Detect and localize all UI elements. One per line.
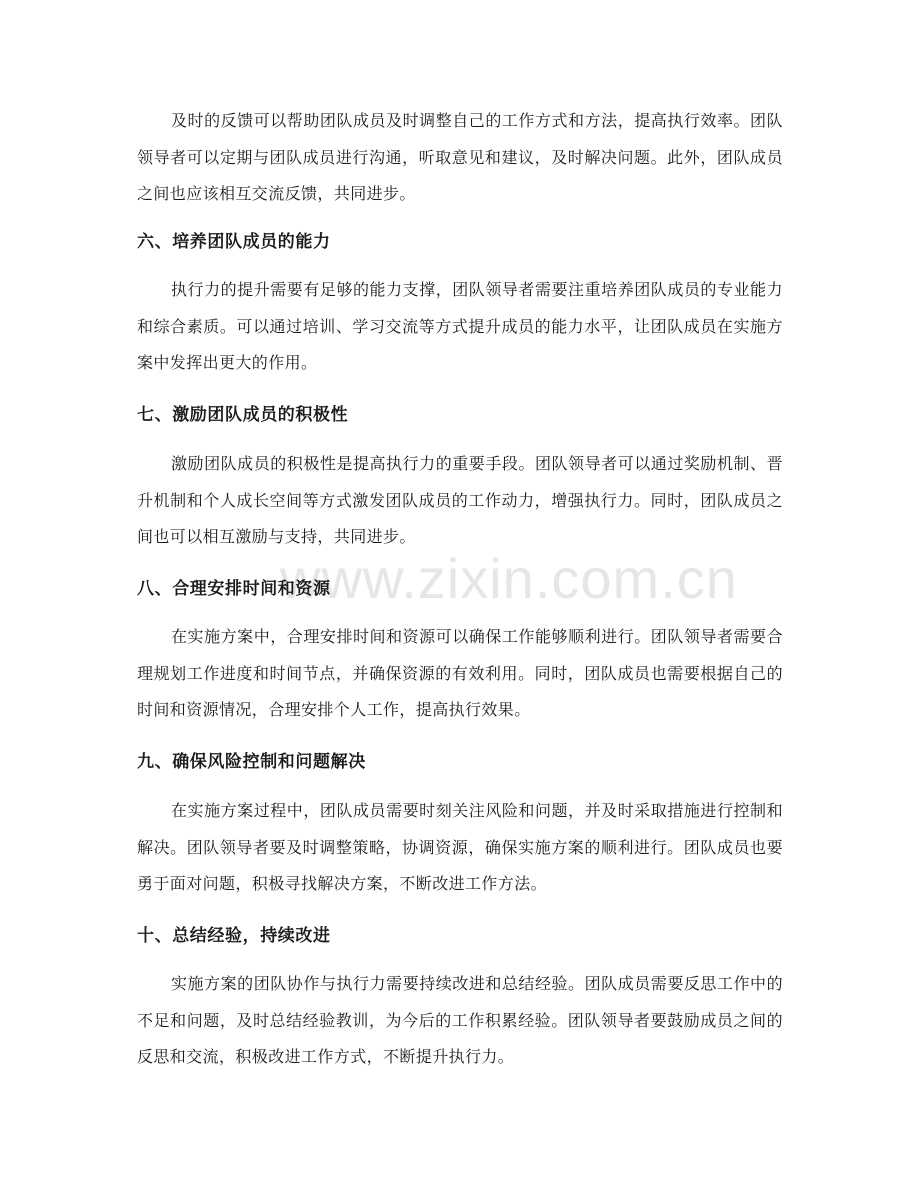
heading-section-6: 六、培养团队成员的能力 [137,232,331,252]
heading-section-10: 十、总结经验，持续改进 [137,926,331,946]
paragraph-section-9: 在实施方案过程中，团队成员需要时刻关注风险和问题，并及时采取措施进行控制和解决。团队领导者要及时调整策略，协调资源，确保实施方案的顺利进行。团队成员也要勇于面对问题，积极寻找解决方案，不断改进工作方法。 [137,801,783,893]
paragraph-feedback: 及时的反馈可以帮助团队成员及时调整自己的工作方式和方法，提高执行效率。团队领导者可以定期与团队成员进行沟通，听取意见和建议，及时解决问题。此外，团队成员之间也应该相互交流反馈，共同进步。 [137,111,783,203]
heading-section-7: 七、激励团队成员的积极性 [137,405,349,425]
heading-section-9: 九、确保风险控制和问题解决 [137,752,366,772]
heading-section-8: 八、合理安排时间和资源 [137,579,331,599]
paragraph-section-7: 激励团队成员的积极性是提高执行力的重要手段。团队领导者可以通过奖励机制、晋升机制和个人成长空间等方式激发团队成员的工作动力，增强执行力。同时，团队成员之间也可以相互激励与支持，共同进步。 [137,454,783,546]
paragraph-section-6: 执行力的提升需要有足够的能力支撑，团队领导者需要注重培养团队成员的专业能力和综合素质。可以通过培训、学习交流等方式提升成员的能力水平，让团队成员在实施方案中发挥出更大的作用。 [137,280,783,372]
paragraph-section-8: 在实施方案中，合理安排时间和资源可以确保工作能够顺利进行。团队领导者需要合理规划工作进度和时间节点，并确保资源的有效利用。同时，团队成员也需要根据自己的时间和资源情况，合理安排个人工作，提高执行效果。 [137,627,783,719]
watermark: www.zixin.com.cn [280,547,738,610]
paragraph-section-10: 实施方案的团队协作与执行力需要持续改进和总结经验。团队成员需要反思工作中的不足和问题，及时总结经验教训，为今后的工作积累经验。团队领导者要鼓励成员之间的反思和交流，积极改进工作方式，不断提升执行力。 [137,974,783,1066]
